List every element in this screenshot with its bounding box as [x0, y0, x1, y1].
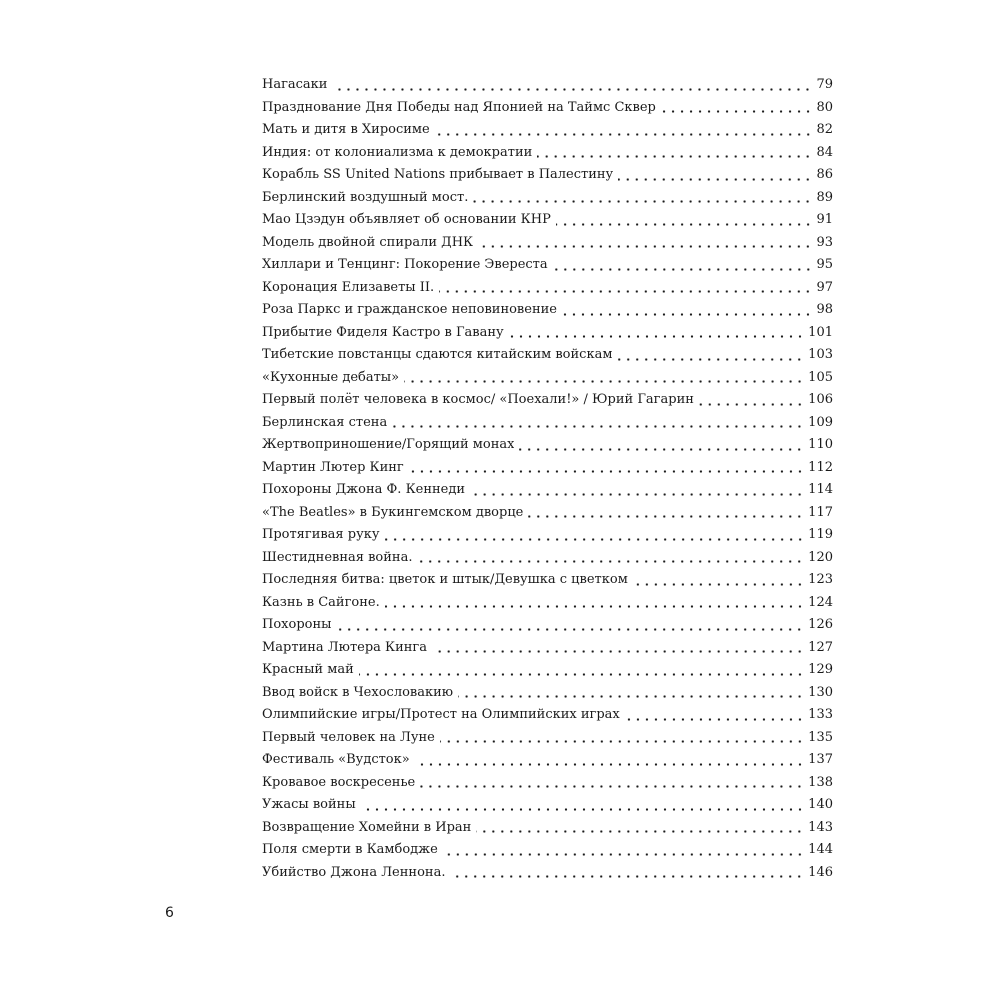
toc-dot-leader — [519, 448, 804, 451]
toc-entry — [262, 142, 833, 165]
toc-entry — [262, 637, 833, 660]
toc-dot-leader — [415, 763, 804, 766]
toc-entry-title: Модель двойной спирали ДНК — [262, 234, 474, 250]
toc-dot-leader — [509, 335, 804, 338]
toc-dot-leader — [473, 200, 812, 203]
toc-entry-page: 126 — [808, 617, 833, 632]
toc-entry-page: 138 — [808, 774, 833, 790]
toc-entry — [262, 794, 833, 817]
toc-entry — [262, 367, 833, 390]
toc-entry-title: Последняя битва: цветок и штык/Девушка с цветком — [262, 572, 628, 587]
toc-entry-title: Кровавое воскресенье — [262, 774, 416, 790]
toc-entry — [262, 704, 833, 727]
toc-dot-leader — [420, 785, 804, 788]
toc-dot-leader — [553, 268, 813, 271]
toc-entry — [262, 569, 833, 592]
toc-entry-title: Коронация Елизаветы II. — [262, 279, 435, 295]
toc-entry — [262, 479, 833, 502]
toc-entry-page: 79 — [816, 77, 833, 92]
toc-entry-title: Шестидневная война. — [262, 549, 413, 565]
toc-entry-page: 137 — [808, 752, 833, 767]
toc-dot-leader — [458, 695, 804, 698]
toc-entry — [262, 839, 833, 862]
toc-entry-page: 135 — [808, 729, 833, 745]
toc-entry-page: 95 — [816, 257, 833, 272]
toc-entry-title: Убийство Джона Леннона. — [262, 864, 446, 880]
toc-entry — [262, 524, 833, 547]
toc-entry-page: 124 — [808, 594, 833, 610]
toc-entry-title: Берлинский воздушный мост. — [262, 189, 469, 205]
toc-entry-page: 91 — [816, 212, 833, 227]
toc-dot-leader — [633, 583, 804, 586]
toc-entry-title: Казнь в Сайгоне. — [262, 594, 380, 610]
toc-entry-title: Корабль SS United Nations прибывает в Палестину — [262, 167, 614, 182]
toc-entry-title: Фестиваль «Вудсток» — [262, 752, 410, 767]
toc-entry — [262, 344, 833, 367]
toc-entry-title: Прибытие Фиделя Кастро в Гавану — [262, 324, 504, 340]
toc-dot-leader — [392, 425, 804, 428]
toc-entry — [262, 164, 833, 187]
toc-entry-page: 84 — [816, 144, 833, 160]
toc-entry — [262, 772, 833, 795]
toc-entry-page: 133 — [808, 707, 833, 722]
toc-entry-page: 143 — [808, 819, 833, 835]
toc-entry-title: Первый человек на Луне — [262, 729, 435, 745]
toc-dot-leader — [417, 560, 804, 563]
toc-dot-leader — [440, 740, 804, 743]
toc-dot-leader — [332, 88, 812, 91]
toc-dot-leader — [617, 358, 804, 361]
toc-entry-page: 98 — [816, 302, 833, 317]
toc-dot-leader — [336, 628, 804, 631]
toc-dot-leader — [470, 493, 804, 496]
toc-entry — [262, 209, 833, 232]
toc-entry-page: 117 — [808, 504, 833, 520]
toc-dot-leader — [661, 110, 813, 113]
toc-dot-leader — [618, 178, 812, 181]
toc-entry — [262, 322, 833, 345]
toc-dot-leader — [556, 223, 813, 226]
table-of-contents — [262, 74, 833, 884]
toc-entry-title: Жертвоприношение/Горящий монах — [262, 437, 515, 452]
toc-entry-title: Мартин Лютер Кинг — [262, 459, 404, 475]
toc-entry-title: Нагасаки — [262, 77, 328, 92]
page-number: 6 — [165, 905, 174, 921]
toc-entry-page: 144 — [808, 842, 833, 857]
toc-entry — [262, 727, 833, 750]
toc-dot-leader — [537, 155, 812, 158]
toc-entry — [262, 187, 833, 210]
toc-entry-title: Мартина Лютера Кинга — [262, 639, 427, 655]
toc-entry — [262, 74, 833, 97]
toc-dot-leader — [435, 133, 813, 136]
toc-entry-page: 130 — [808, 684, 833, 700]
toc-entry-page: 89 — [816, 189, 833, 205]
toc-entry-title: Поля смерти в Камбодже — [262, 842, 438, 857]
toc-entry — [262, 389, 833, 412]
toc-entry — [262, 412, 833, 435]
toc-entry — [262, 277, 833, 300]
toc-entry-page: 97 — [816, 279, 833, 295]
toc-dot-leader — [450, 875, 804, 878]
toc-entry — [262, 547, 833, 570]
toc-entry — [262, 817, 833, 840]
toc-entry-page: 120 — [808, 549, 833, 565]
toc-dot-leader — [443, 853, 804, 856]
toc-entry-title: Первый полёт человека в космос/ «Поехали!» / Юрий Гагарин — [262, 392, 694, 407]
toc-entry-page: 82 — [816, 122, 833, 137]
toc-entry — [262, 614, 833, 637]
toc-entry — [262, 299, 833, 322]
toc-entry-title: Ввод войск в Чехословакию — [262, 684, 454, 700]
toc-dot-leader — [476, 830, 804, 833]
toc-entry-page: 119 — [808, 527, 833, 542]
toc-entry-title: Празднование Дня Победы над Японией на Таймс Сквер — [262, 99, 656, 115]
toc-entry — [262, 97, 833, 120]
toc-entry-title: «Кухонные дебаты» — [262, 369, 400, 385]
toc-dot-leader — [404, 380, 804, 383]
toc-entry-page: 101 — [808, 324, 833, 340]
toc-entry-title: Красный май — [262, 662, 354, 677]
toc-dot-leader — [699, 403, 804, 406]
toc-entry — [262, 434, 833, 457]
toc-entry-page: 129 — [808, 662, 833, 677]
toc-entry-page: 127 — [808, 639, 833, 655]
toc-entry-title: Похороны — [262, 617, 332, 632]
toc-entry — [262, 119, 833, 142]
toc-entry-title: Хиллари и Тенцинг: Покорение Эвереста — [262, 257, 548, 272]
toc-entry-title: Возвращение Хомейни в Иран — [262, 819, 472, 835]
toc-entry-page: 114 — [808, 482, 833, 497]
toc-dot-leader — [562, 313, 812, 316]
toc-dot-leader — [359, 673, 804, 676]
toc-entry-page: 93 — [816, 234, 833, 250]
toc-dot-leader — [432, 650, 804, 653]
toc-entry-title: Ужасы войны — [262, 797, 356, 812]
toc-dot-leader — [385, 605, 804, 608]
toc-entry-title: Индия: от колониализма к демократии — [262, 144, 533, 160]
toc-entry — [262, 232, 833, 255]
toc-entry — [262, 592, 833, 615]
toc-entry — [262, 254, 833, 277]
toc-entry-page: 112 — [808, 459, 833, 475]
toc-entry-page: 146 — [808, 864, 833, 880]
toc-entry — [262, 659, 833, 682]
toc-dot-leader — [385, 538, 805, 541]
toc-dot-leader — [528, 515, 804, 518]
toc-entry-page: 80 — [816, 99, 833, 115]
toc-entry-page: 109 — [808, 414, 833, 430]
toc-entry-title: Мао Цзэдун объявляет об основании КНР — [262, 212, 551, 227]
toc-entry — [262, 682, 833, 705]
toc-entry — [262, 862, 833, 885]
toc-entry-title: Олимпийские игры/Протест на Олимпийских играх — [262, 707, 620, 722]
toc-entry-page: 123 — [808, 572, 833, 587]
toc-entry — [262, 502, 833, 525]
toc-entry-title: Мать и дитя в Хиросиме — [262, 122, 430, 137]
toc-entry-page: 110 — [808, 437, 833, 452]
toc-entry — [262, 457, 833, 480]
toc-entry-page: 103 — [808, 347, 833, 362]
toc-entry-title: «The Beatles» в Букингемском дворце — [262, 504, 524, 520]
toc-entry-title: Похороны Джона Ф. Кеннеди — [262, 482, 466, 497]
toc-dot-leader — [625, 718, 804, 721]
toc-dot-leader — [361, 808, 804, 811]
toc-entry — [262, 749, 833, 772]
toc-entry-page: 106 — [808, 392, 833, 407]
toc-dot-leader — [478, 245, 812, 248]
toc-entry-page: 86 — [816, 167, 833, 182]
toc-entry-page: 105 — [808, 369, 833, 385]
toc-dot-leader — [439, 290, 812, 293]
toc-entry-title: Тибетские повстанцы сдаются китайским войскам — [262, 347, 613, 362]
toc-entry-title: Роза Паркс и гражданское неповиновение — [262, 302, 557, 317]
toc-entry-page: 140 — [808, 797, 833, 812]
toc-entry-title: Протягивая руку — [262, 527, 380, 542]
toc-entry-title: Берлинская стена — [262, 414, 388, 430]
toc-dot-leader — [409, 470, 804, 473]
